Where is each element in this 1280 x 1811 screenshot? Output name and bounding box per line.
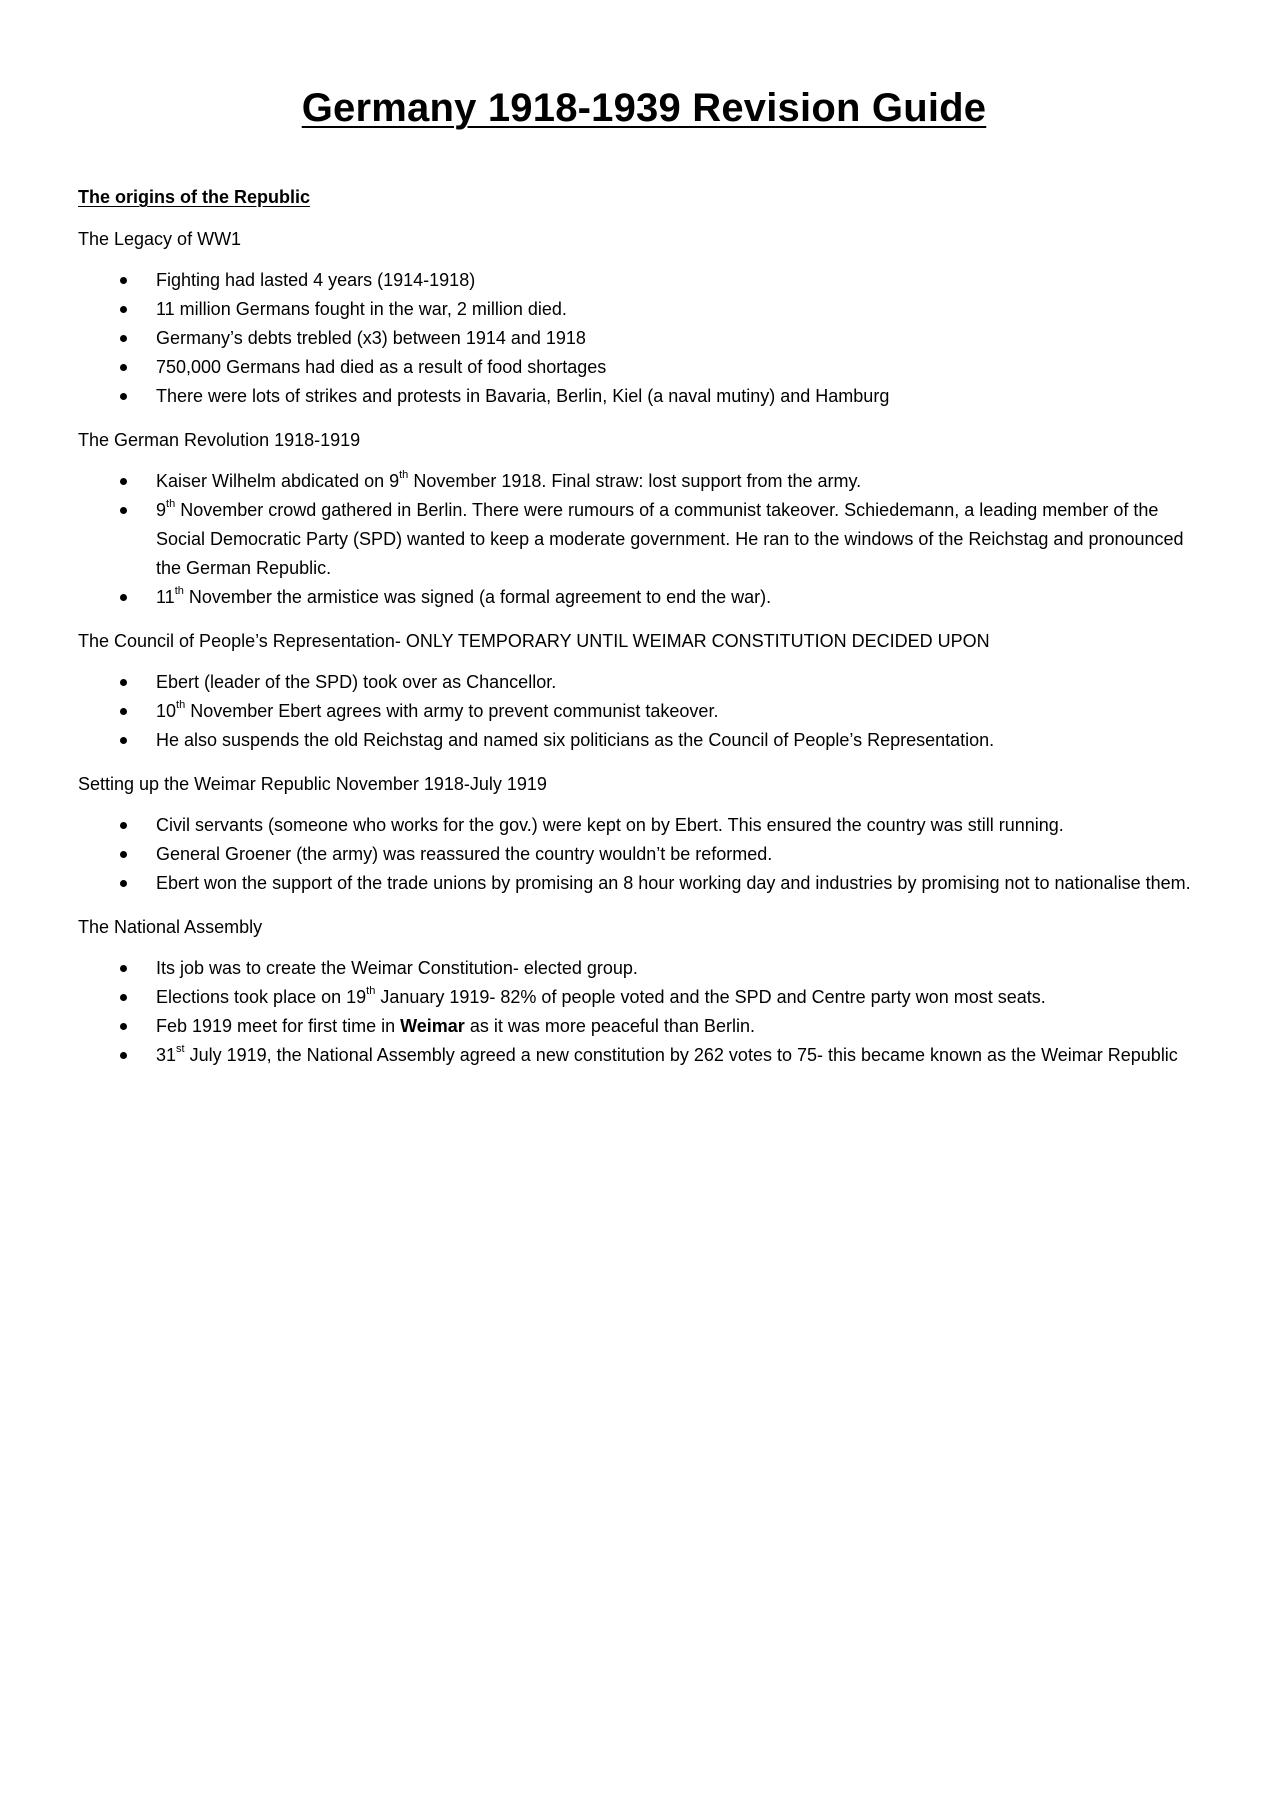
bullet-text: Its job was to create the Weimar Constitution- elected group.: [156, 958, 638, 978]
list-item: [78, 869, 1210, 898]
list-item: [78, 467, 1210, 496]
bullet-text: Germany’s debts trebled (x3) between 1914 and 1918: [156, 328, 586, 348]
list-item: [78, 954, 1210, 983]
bullet-text: 11: [156, 587, 175, 607]
bullet-text: 10: [156, 701, 177, 721]
ordinal-suffix: th: [366, 985, 376, 997]
list-item: [78, 324, 1210, 353]
bullet-dot-icon: [120, 594, 127, 601]
list-item: [78, 726, 1210, 755]
bullet-list: [78, 266, 1210, 411]
bullet-dot-icon: [120, 708, 127, 715]
bullet-dot-icon: [120, 364, 127, 371]
bullet-list: [78, 668, 1210, 755]
list-item: [78, 1041, 1210, 1070]
bullet-list: [78, 467, 1210, 612]
bullet-text: January 1919- 82% of people voted and the SPD and Centre party won most seats.: [375, 987, 1046, 1007]
bullet-dot-icon: [120, 851, 127, 858]
ordinal-suffix: st: [176, 1043, 185, 1055]
list-item: [78, 382, 1210, 411]
bullet-dot-icon: [120, 994, 127, 1001]
section-heading: The origins of the Republic: [78, 187, 311, 207]
bullet-text: Kaiser Wilhelm abdicated on 9: [156, 471, 400, 491]
subsection-heading: The Legacy of WW1: [78, 229, 242, 249]
bullet-dot-icon: [120, 965, 127, 972]
bullet-text: 31: [156, 1045, 177, 1065]
bullet-dot-icon: [120, 880, 127, 887]
list-item: [78, 583, 1210, 612]
bullet-dot-icon: [120, 679, 127, 686]
bullet-text: Ebert (leader of the SPD) took over as Chancellor.: [156, 672, 557, 692]
emphasized-text: Weimar: [400, 1016, 465, 1036]
bullet-text: Fighting had lasted 4 years (1914-1918): [156, 270, 476, 290]
bullet-text: 9: [156, 500, 167, 520]
list-item: [78, 266, 1210, 295]
bullet-text: November crowd gathered in Berlin. There were rumours of a communist takeover. Schiedemann, a leading member of the Social Democratic Party (SPD) wanted to keep a moderate government. He ran to the windows of the Reichstag and pronounced the German Republic.: [156, 500, 1184, 578]
subsection-heading: The Council of People’s Representation- ONLY TEMPORARY UNTIL WEIMAR CONSTITUTION DECIDED UPON: [78, 631, 990, 651]
bullet-text: Civil servants (someone who works for the gov.) were kept on by Ebert. This ensured the country was still running.: [156, 815, 1064, 835]
bullet-list: [78, 811, 1210, 898]
subsection-heading: Setting up the Weimar Republic November 1918-July 1919: [78, 774, 547, 794]
ordinal-suffix: th: [399, 469, 409, 481]
bullet-text: 750,000 Germans had died as a result of food shortages: [156, 357, 607, 377]
ordinal-suffix: th: [166, 498, 176, 510]
list-item: [78, 697, 1210, 726]
ordinal-suffix: th: [176, 699, 186, 711]
bullet-dot-icon: [120, 507, 127, 514]
bullet-dot-icon: [120, 393, 127, 400]
bullet-text: November the armistice was signed (a formal agreement to end the war).: [183, 587, 772, 607]
bullet-text: November Ebert agrees with army to prevent communist takeover.: [185, 701, 719, 721]
ordinal-suffix: th: [174, 585, 184, 597]
bullet-dot-icon: [120, 277, 127, 284]
list-item: [78, 353, 1210, 382]
list-item: [78, 811, 1210, 840]
bullet-dot-icon: [120, 1052, 127, 1059]
bullet-dot-icon: [120, 306, 127, 313]
subsection-heading: The National Assembly: [78, 917, 263, 937]
bullet-list: [78, 954, 1210, 1070]
list-item: [78, 668, 1210, 697]
bullet-text: as it was more peaceful than Berlin.: [464, 1016, 755, 1036]
list-item: [78, 496, 1210, 583]
bullet-text: Ebert won the support of the trade unions by promising an 8 hour working day and industries by promising not to nationalise them.: [156, 873, 1191, 893]
list-item: [78, 295, 1210, 324]
bullet-text: Elections took place on 19: [156, 987, 367, 1007]
bullet-dot-icon: [120, 335, 127, 342]
list-item: [78, 840, 1210, 869]
list-item: [78, 1012, 1210, 1041]
bullet-text: He also suspends the old Reichstag and named six politicians as the Council of People’s Representation.: [156, 730, 995, 750]
bullet-text: 11 million Germans fought in the war, 2 million died.: [156, 299, 567, 319]
bullet-dot-icon: [120, 478, 127, 485]
bullet-dot-icon: [120, 1023, 127, 1030]
subsection-heading: The German Revolution 1918-1919: [78, 430, 361, 450]
bullet-text: July 1919, the National Assembly agreed a new constitution by 262 votes to 75- this became known as the Weimar Republic: [184, 1045, 1178, 1065]
bullet-text: General Groener (the army) was reassured the country wouldn’t be reformed.: [156, 844, 773, 864]
bullet-text: There were lots of strikes and protests in Bavaria, Berlin, Kiel (a naval mutiny) and Hamburg: [156, 386, 890, 406]
bullet-text: Feb 1919 meet for first time in: [156, 1016, 401, 1036]
list-item: [78, 983, 1210, 1012]
document-title: Germany 1918-1939 Revision Guide: [301, 86, 987, 130]
bullet-dot-icon: [120, 737, 127, 744]
section-body: [78, 226, 1210, 1070]
bullet-dot-icon: [120, 822, 127, 829]
bullet-text: November 1918. Final straw: lost support from the army.: [408, 471, 862, 491]
